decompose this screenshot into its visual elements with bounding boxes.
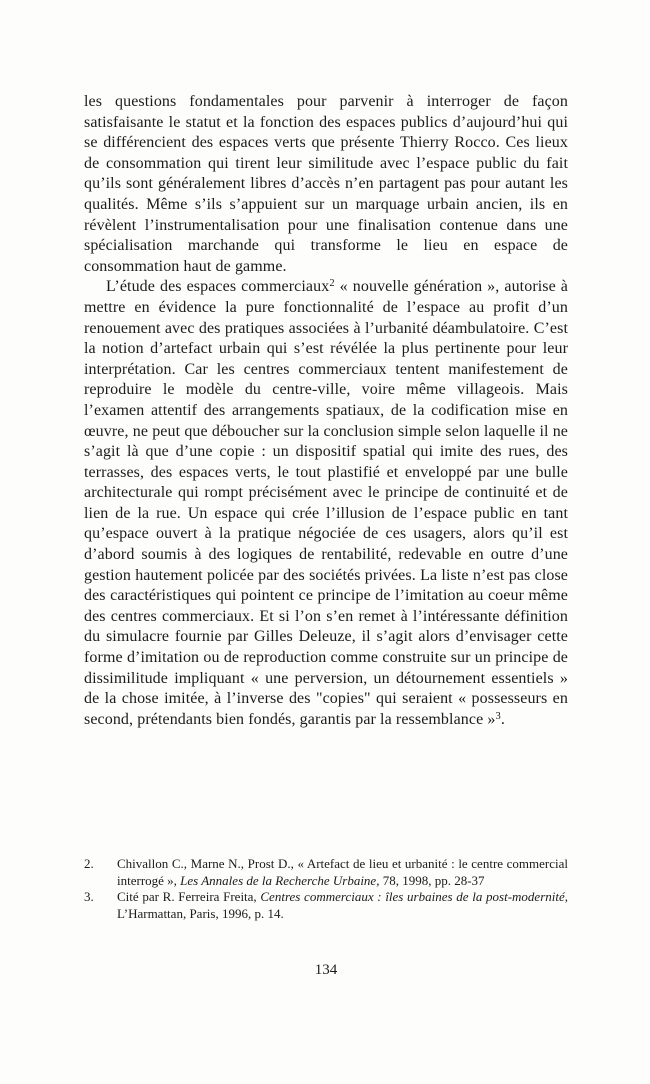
body-text — [84, 92, 568, 730]
paragraph-text: les questions fondamentales pour parvenir à interroger de façon satisfaisante le statut et la fonction des espaces publics d’aujourd’hui qui se différencient des espaces verts que présente Thierry Rocco. Ces lieux de consommation qui tirent leur similitude avec l’espace public du fait qu’ils sont généralement libres d’accès n’en partagent pas pour autant les qualités. Même s’ils s’appuient sur un marquage urbain ancien, ils en révèlent l’instrumentalisation pour une finalisation contenue dans une spécialisation marchande qui transforme le lieu en espace de consommation haut de gamme. — [84, 93, 568, 275]
footnotes-section — [84, 856, 568, 922]
footnote-text — [117, 889, 568, 922]
paragraph-text: . — [500, 710, 505, 728]
page-number: 134 — [314, 962, 338, 978]
footnote-number: 3. — [84, 889, 94, 905]
paragraph-continuation — [84, 92, 568, 277]
footnote-number: 2. — [84, 856, 94, 871]
footnote-segment: Chivallon C., Marne N., Prost D., « Artefact de lieu et urbanité : le centre commercial interrogé », — [117, 856, 568, 888]
footnote-reference-2: 2 — [329, 278, 335, 290]
footnote-2 — [84, 856, 568, 889]
paragraph-text: « nouvelle génération », autorise à mettre en évidence la pure fonctionnalité de l’espace au profit d’un renouement avec des pratiques associées à l’urbanité déambulatoire. C’est la notion d’artefact urbain qui s’est révélée la plus pertinente pour leur interprétation. Car les centres commerciaux tentent manifestement de reproduire le modèle du centre-ville, voire même villageois. Mais l’examen attentif des arrangements spatiaux, de la codification mise en œuvre, ne peut que déboucher sur la conclusion simple selon laquelle il ne s’agit là que d’une copie : un dispositif spatial qui imite des rues, des terrasses, des espaces verts, le tout plastifié et enveloppé par une bulle architecturale qui rompt précisément avec le principe de continuité et de lien de la rue. Un espace qui crée l’illusion de l’espace public en tant qu’espace ouvert à la pratique négociée de ces usagers, alors qu’il est d’abord soumis à des logiques de rentabilité, redevable en outre d’une gestion hautement policée par des sociétés privées. La liste n’est pas close des caractéristiques qui pointent ce principe de l’imitation au coeur même des centres commerciaux. Et si l’on s’en remet à l’intéressante définition du simulacre fournie par Gilles Deleuze, il s’agit alors d’envisager cette forme d’imitation ou de reproduction comme construite sur un principe de dissimilitude impliquant « une perversion, un détournement essentiels » de la chose imitée, à l’inverse des "copies" qui seraient « possesseurs en second, prétendants bien fondés, garantis par la ressemblance » — [84, 278, 569, 728]
footnote-reference-3: 3 — [495, 710, 501, 722]
paragraph-text: L’étude des espaces commerciaux — [106, 278, 330, 296]
footnote-segment: 78, 1998, pp. 28-37 — [379, 872, 485, 888]
footnote-3 — [84, 889, 568, 922]
footnote-segment: Cité par R. Ferreira Freita, — [117, 889, 261, 905]
footnote-segment: , L’Harmattan, Paris, 1996, p. 14. — [117, 889, 568, 921]
footnote-book-title: Centres commerciaux : îles urbaines de la post-modernité — [260, 889, 565, 905]
footnote-text — [117, 856, 568, 889]
footnote-journal-title: Les Annales de la Recherche Urbaine, — [180, 872, 380, 888]
paragraph-etude-espaces-commerciaux — [84, 277, 568, 730]
